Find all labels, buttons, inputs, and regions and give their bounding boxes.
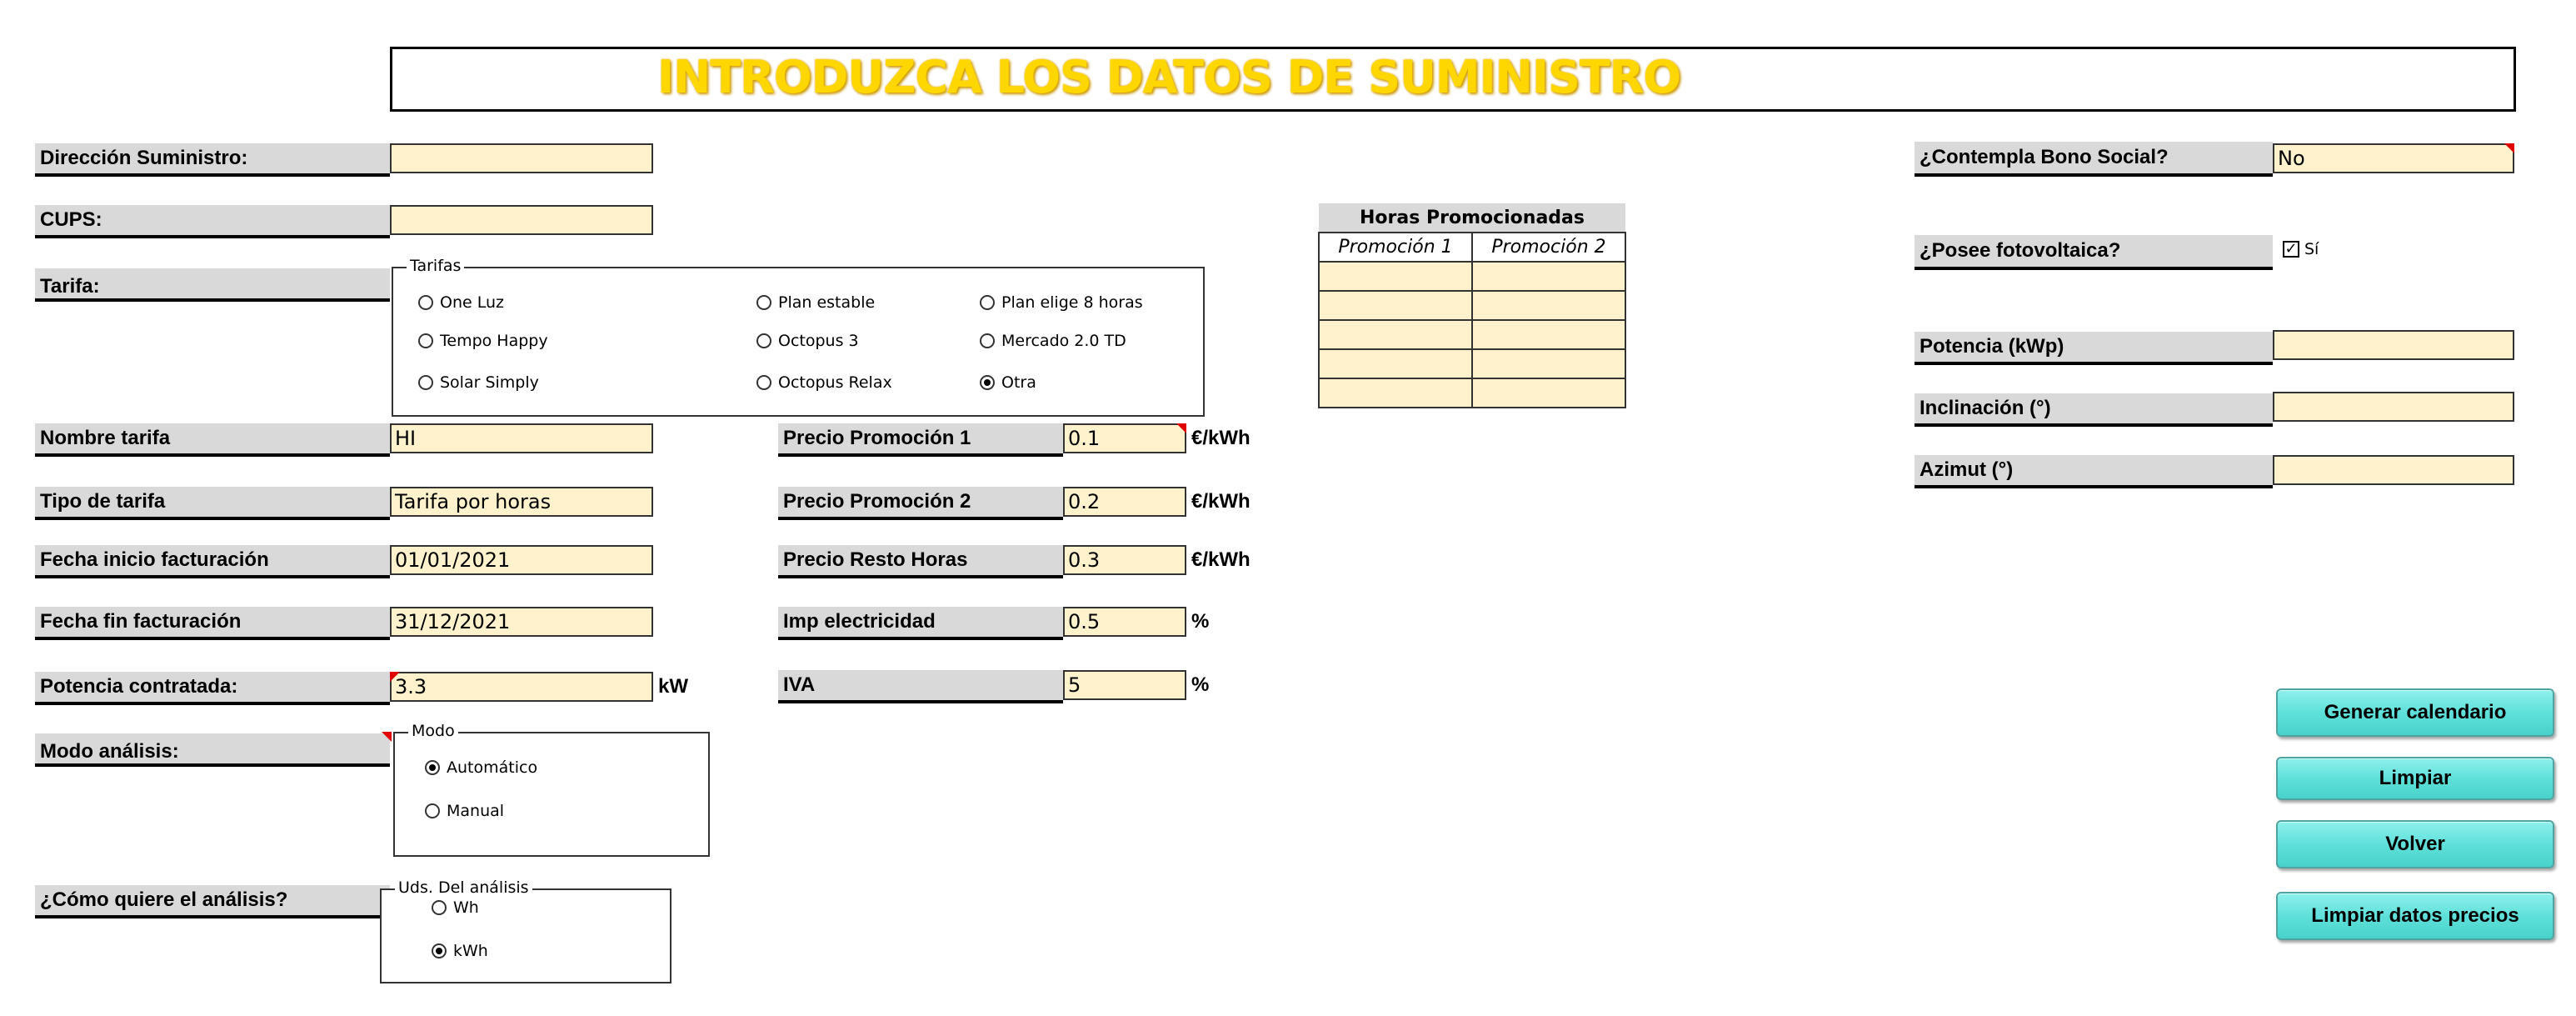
fotovoltaica-checkbox[interactable]: ✓ Sí [2283, 240, 2319, 258]
label-direccion: Dirección Suministro: [35, 143, 390, 177]
imp-electricidad-input[interactable]: 0.5 [1063, 607, 1186, 637]
modo-group [393, 722, 710, 857]
label-tarifa: Tarifa: [35, 268, 390, 302]
iva-input[interactable]: 5 [1063, 670, 1186, 700]
promo-cell[interactable] [1472, 378, 1625, 408]
promo-cell[interactable] [1472, 291, 1625, 320]
radio-one-luz[interactable]: One Luz [418, 293, 504, 312]
limpiar-button[interactable]: Limpiar [2276, 757, 2554, 800]
label-iva: IVA [778, 670, 1063, 703]
unit-eur-kwh-2: €/kWh [1191, 490, 1251, 513]
label-tipo-tarifa: Tipo de tarifa [35, 487, 390, 520]
radio-plan-estable[interactable]: Plan estable [756, 293, 875, 312]
promo-cell[interactable] [1319, 320, 1472, 349]
promo-cell[interactable] [1319, 349, 1472, 378]
horas-table-title: Horas Promocionadas [1319, 203, 1625, 233]
radio-circle-icon [425, 803, 440, 818]
tarifas-group [392, 257, 1205, 417]
radio-mercado-2-0-td[interactable]: Mercado 2.0 TD [980, 332, 1126, 350]
precio-resto-input[interactable]: 0.3 [1063, 545, 1186, 575]
label-bono-social: ¿Contempla Bono Social? [1915, 142, 2273, 177]
horas-promocionadas-table [1318, 203, 1626, 408]
modo-legend: Modo [408, 722, 458, 740]
azimut-input[interactable] [2273, 455, 2514, 485]
radio-circle-icon [418, 333, 433, 348]
checkbox-checked-icon: ✓ [2283, 241, 2299, 258]
promo-cell[interactable] [1472, 262, 1625, 291]
inclinacion-input[interactable] [2273, 392, 2514, 422]
radio-circle-icon [980, 333, 995, 348]
limpiar-datos-precios-button[interactable]: Limpiar datos precios [2276, 892, 2554, 940]
radio-circle-icon [756, 295, 771, 310]
label-fotovoltaica: ¿Posee fotovoltaica? [1915, 235, 2273, 270]
label-nombre-tarifa: Nombre tarifa [35, 423, 390, 457]
title-box [390, 47, 2516, 112]
radio-kwh[interactable]: kWh [432, 942, 488, 960]
radio-manual[interactable]: Manual [425, 802, 504, 820]
label-precio-promo2: Precio Promoción 2 [778, 487, 1063, 520]
radio-octopus-relax[interactable]: Octopus Relax [756, 373, 892, 392]
label-inclinacion: Inclinación (°) [1915, 393, 2273, 427]
radio-automatico[interactable]: Automático [425, 758, 537, 777]
fecha-fin-input[interactable]: 31/12/2021 [390, 607, 653, 637]
label-potencia-kwp: Potencia (kWp) [1915, 332, 2273, 365]
bono-social-select[interactable]: No [2273, 143, 2514, 173]
label-precio-resto: Precio Resto Horas [778, 545, 1063, 578]
generar-calendario-button[interactable]: Generar calendario [2276, 688, 2554, 737]
potencia-contratada-input[interactable]: 3.3 [390, 672, 653, 702]
label-precio-promo1: Precio Promoción 1 [778, 423, 1063, 457]
radio-selected-icon [432, 943, 447, 958]
promo-cell[interactable] [1472, 320, 1625, 349]
radio-circle-icon [432, 900, 447, 915]
nombre-tarifa-input[interactable]: HI [390, 423, 653, 453]
label-imp-electricidad: Imp electricidad [778, 607, 1063, 640]
unit-eur-kwh-1: €/kWh [1191, 427, 1251, 449]
unit-percent-imp: % [1191, 610, 1210, 633]
label-azimut: Azimut (°) [1915, 455, 2273, 488]
radio-solar-simply[interactable]: Solar Simply [418, 373, 539, 392]
promo-cell[interactable] [1319, 291, 1472, 320]
promo-cell[interactable] [1319, 378, 1472, 408]
radio-circle-icon [756, 333, 771, 348]
volver-button[interactable]: Volver [2276, 820, 2554, 868]
label-cups: CUPS: [35, 205, 390, 238]
radio-selected-icon [425, 760, 440, 775]
fecha-inicio-input[interactable]: 01/01/2021 [390, 545, 653, 575]
col-promocion-1: Promoción 1 [1319, 233, 1472, 262]
radio-circle-icon [756, 375, 771, 390]
promo-cell[interactable] [1319, 262, 1472, 291]
col-promocion-2: Promoción 2 [1472, 233, 1625, 262]
tipo-tarifa-input[interactable]: Tarifa por horas [390, 487, 653, 517]
radio-circle-icon [418, 295, 433, 310]
label-potencia-contratada: Potencia contratada: [35, 672, 390, 705]
label-fecha-inicio: Fecha inicio facturación [35, 545, 390, 578]
radio-selected-icon [980, 375, 995, 390]
cups-input[interactable] [390, 205, 653, 235]
precio-promo2-input[interactable]: 0.2 [1063, 487, 1186, 517]
unit-kw: kW [658, 675, 688, 698]
label-como-analisis: ¿Cómo quiere el análisis? [35, 885, 390, 918]
radio-wh[interactable]: Wh [432, 898, 479, 917]
radio-circle-icon [418, 375, 433, 390]
page-title: INTRODUZCA LOS DATOS DE SUMINISTRO [657, 51, 1681, 103]
label-fecha-fin: Fecha fin facturación [35, 607, 390, 640]
tarifas-legend: Tarifas [407, 257, 464, 275]
radio-octopus-3[interactable]: Octopus 3 [756, 332, 859, 350]
radio-otra[interactable]: Otra [980, 373, 1036, 392]
radio-tempo-happy[interactable]: Tempo Happy [418, 332, 548, 350]
precio-promo1-input[interactable]: 0.1 [1063, 423, 1186, 453]
radio-plan-elige-8-horas[interactable]: Plan elige 8 horas [980, 293, 1143, 312]
unit-percent-iva: % [1191, 673, 1210, 696]
promo-cell[interactable] [1472, 349, 1625, 378]
direccion-input[interactable] [390, 143, 653, 173]
radio-circle-icon [980, 295, 995, 310]
label-modo-analisis: Modo análisis: [35, 733, 390, 767]
unit-eur-kwh-3: €/kWh [1191, 548, 1251, 571]
potencia-kwp-input[interactable] [2273, 330, 2514, 360]
uds-legend: Uds. Del análisis [395, 878, 532, 897]
uds-group [380, 878, 671, 983]
